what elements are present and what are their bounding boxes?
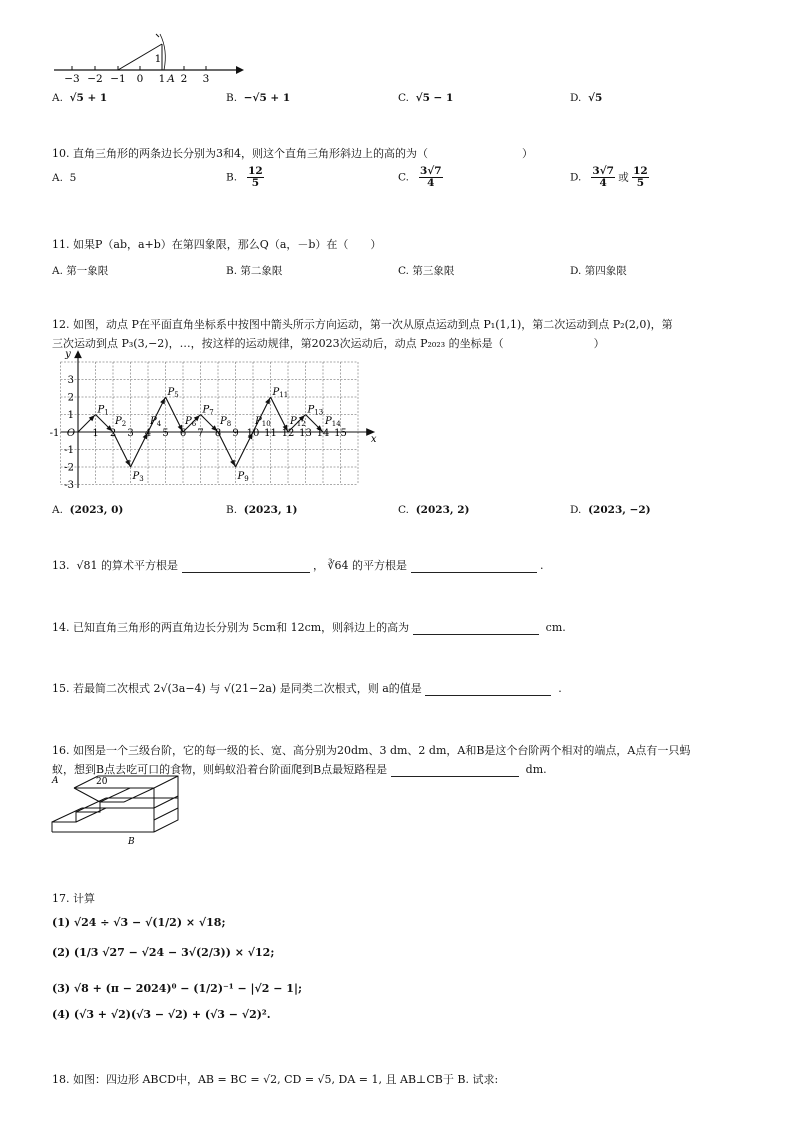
- x-tick-label: 10: [246, 428, 260, 439]
- q17-item-2: (2) (1/3 √27 − √24 − 3√(2/3)) × √12;: [52, 946, 275, 959]
- q14-answer-blank[interactable]: [413, 622, 539, 635]
- staircase-figure: [48, 774, 188, 846]
- point-label: $P_{12}$: [290, 416, 306, 428]
- y-tick-label: -3: [64, 480, 74, 491]
- q11-option-b[interactable]: B. 第二象限: [226, 265, 283, 277]
- point-label: $P_3$: [132, 471, 144, 483]
- x-tick-label: 5: [162, 428, 169, 439]
- q9-option-b[interactable]: B. −√5 + 1: [226, 92, 291, 104]
- point-label: $P_{14}$: [325, 416, 341, 428]
- q10-option-a[interactable]: A. 5: [52, 172, 77, 184]
- coordinate-grid-figure: [49, 348, 377, 498]
- y-tick-label: 2: [67, 392, 74, 404]
- x-tick-label: 6: [179, 428, 187, 439]
- q9-option-d[interactable]: D. √5: [570, 92, 603, 104]
- point-label: $P_1$: [97, 404, 109, 417]
- x-tick-label: 15: [334, 428, 347, 439]
- x-tick-label: 2: [109, 428, 117, 439]
- q16-line1: 16. 如图是一个三级台阶，它的每一级的长、宽、高分别为20dm、3 dm、2 dm，A和B是这个台阶两个相对的端点，A点有一只蚂: [52, 744, 691, 757]
- q15-answer-blank[interactable]: [425, 683, 551, 696]
- q11-option-d[interactable]: D. 第四象限: [570, 265, 627, 277]
- x-tick-label: -1: [49, 428, 60, 439]
- tick-label: 0: [136, 73, 144, 85]
- point-label: $P_2$: [115, 416, 127, 428]
- x-tick-label: 8: [214, 428, 222, 439]
- q16-answer-blank[interactable]: [391, 764, 519, 777]
- x-tick-label: 11: [264, 428, 277, 439]
- x-axis-label: x: [370, 434, 377, 445]
- q13-answer-blank-2[interactable]: [411, 560, 537, 573]
- x-tick-label: 12: [281, 428, 295, 439]
- q17-title: 17. 计算: [52, 892, 95, 905]
- x-tick-label: 9: [232, 428, 239, 439]
- tick-label: −2: [87, 73, 103, 85]
- q12-option-c[interactable]: C. (2023, 2): [398, 504, 470, 516]
- x-tick-label: 14: [316, 428, 330, 439]
- q10-option-c[interactable]: C. $\frac{3√7}{4}$: [398, 165, 442, 190]
- tick-label: 1: [158, 73, 166, 85]
- point-label-a: A: [52, 776, 59, 786]
- y-tick-label: -2: [64, 462, 74, 474]
- q10-option-d[interactable]: D. $\frac{3√7}{4}$ 或 $\frac{12}{5}$: [570, 165, 648, 190]
- q11-option-c[interactable]: C. 第三象限: [398, 265, 455, 277]
- q17-item-1: (1) √24 ÷ √3 − √(1/2) × √18;: [52, 916, 226, 929]
- point-label: $P_6$: [185, 416, 197, 428]
- q14: 14. 已知直角三角形的两直角边长分别为 5cm和 12cm，则斜边上的高为 cm.: [52, 621, 566, 634]
- q17-item-3: (3) √8 + (π − 2024)⁰ − (1/2)⁻¹ − |√2 − 1|;: [52, 982, 303, 995]
- q13: 13. √81 的算术平方根是 ， ∛64 的平方根是 .: [52, 559, 544, 572]
- point-label: $P_4$: [150, 416, 162, 428]
- q12-option-a[interactable]: A. (2023, 0): [52, 504, 124, 516]
- point-label: $P_7$: [202, 404, 214, 417]
- point-label-a: A: [167, 73, 175, 85]
- tick-label: 2: [180, 73, 188, 85]
- x-tick-label: O: [66, 428, 76, 439]
- x-tick-label: 3: [127, 428, 134, 439]
- y-tick-label: -1: [64, 445, 74, 456]
- q12-stem-line1: 12. 如图，动点 P在平面直角坐标系中按图中箭头所示方向运动，第一次从原点运动到点 P₁(1,1)，第二次运动到点 P₂(2,0)，第: [52, 318, 673, 331]
- q9-option-c[interactable]: C. √5 − 1: [398, 92, 454, 104]
- x-tick-label: 4: [144, 428, 152, 439]
- x-tick-label: 7: [197, 428, 204, 439]
- y-axis-label: y: [65, 348, 71, 360]
- point-label: $P_{10}$: [255, 416, 271, 428]
- q12-option-b[interactable]: B. (2023, 1): [226, 504, 298, 516]
- q18-stem: 18. 如图：四边形 ABCD中，AB = BC = √2, CD = √5, DA = 1, 且 AB⊥CB于 B. 试求:: [52, 1073, 499, 1086]
- q11-stem: 11. 如果P（ab，a+b）在第四象限，那么Q（a，－b）在（ ）: [52, 238, 382, 251]
- q12-option-d[interactable]: D. (2023, −2): [570, 504, 651, 516]
- y-tick-label: 3: [67, 375, 74, 386]
- q12-stem-line2: 三次运动到点 P₃(3,−2)，…，按这样的运动规律，第2023次运动后，动点 P₂₀₂₃ 的坐标是（ ）: [52, 337, 605, 350]
- point-label: $P_{13}$: [307, 404, 324, 417]
- point-label: $P_{11}$: [272, 387, 289, 399]
- q10-option-b[interactable]: B. $\frac{12}{5}$: [226, 165, 263, 190]
- x-tick-label: 1: [92, 428, 99, 439]
- point-label-b: B: [128, 837, 135, 847]
- q10-stem: 10. 直角三角形的两条边长分别为3和4，则这个直角三角形斜边上的高的为（ ）: [52, 147, 533, 160]
- tick-label: −1: [110, 73, 126, 85]
- q11-option-a[interactable]: A. 第一象限: [52, 265, 109, 277]
- number-line-figure: [48, 32, 248, 84]
- q13-answer-blank-1[interactable]: [182, 560, 310, 573]
- point-label: $P_5$: [167, 387, 179, 399]
- q9-option-a[interactable]: A. √5 + 1: [52, 92, 108, 104]
- x-tick-label: 13: [299, 428, 312, 439]
- point-label: $P_8$: [220, 416, 232, 428]
- q17-item-4: (4) (√3 + √2)(√3 − √2) + (√3 − √2)².: [52, 1008, 271, 1021]
- q15: 15. 若最简二次根式 2√(3a−4) 与 √(21−2a) 是同类二次根式，则 a的值是 .: [52, 682, 562, 695]
- point-label: $P_9$: [237, 471, 249, 483]
- tick-label: 3: [202, 73, 210, 85]
- side-label-one: 1: [154, 53, 162, 65]
- dimension-label: 20: [96, 777, 108, 787]
- y-tick-label: 1: [67, 410, 74, 421]
- tick-label: −3: [64, 73, 80, 85]
- q16-line2: 蚁，想到B点去吃可口的食物，则蚂蚁沿着台阶面爬到B点最短路程是 dm.: [52, 763, 547, 776]
